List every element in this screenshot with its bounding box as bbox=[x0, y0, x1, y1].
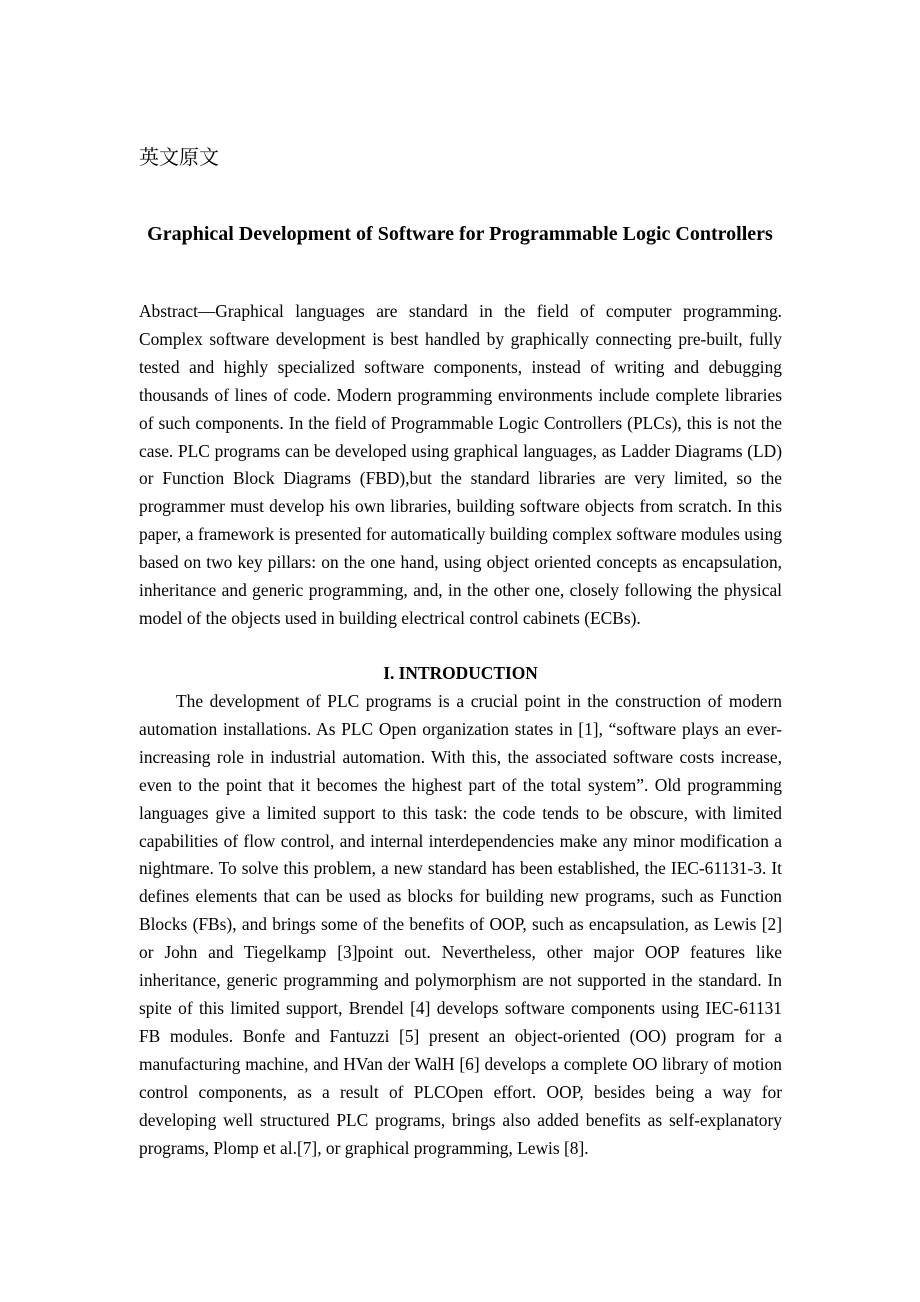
section-heading: I. INTRODUCTION bbox=[383, 663, 538, 683]
section-label: 英文原文 bbox=[139, 145, 219, 169]
abstract-paragraph: Abstract—Graphical languages are standard in the field of computer programming. Complex software development is best handled by graphically connecting pre-built, fully tested and highly specialized software components, instead of writing and debugging thousands of lines of code. Modern programming environments include complete libraries of such components. In the field of Programmable Logic Controllers (PLCs), this is not the case. PLC programs can be developed using graphical languages, as Ladder Diagrams (LD) or Function Block Diagrams (FBD),but the standard libraries are very limited, so the programmer must develop his own libraries, building software objects from scratch. In this paper, a framework is presented for automatically building complex software modules using based on two key pillars: on the one hand, using object oriented concepts as encapsulation, inheritance and generic programming, and, in the other one, closely following the physical model of the objects used in building electrical control cabinets (ECBs). bbox=[139, 301, 782, 628]
introduction-paragraph: The development of PLC programs is a crucial point in the construction of modern automation installations. As PLC Open organization states in [1], “software plays an ever-increasing role in industrial automation. With this, the associated software costs increase, even to the point that it becomes the highest part of the total system”. Old programming languages give a limited support to this task: the code tends to be obscure, with limited capabilities of flow control, and internal interdependencies make any minor modification a nightmare. To solve this problem, a new standard has been established, the IEC-61131-3. It defines elements that can be used as blocks for building new programs, such as Function Blocks (FBs), and brings some of the benefits of OOP, such as encapsulation, as Lewis [2] or John and Tiegelkamp [3]point out. Nevertheless, other major OOP features like inheritance, generic programming and polymorphism are not supported in the standard. In spite of this limited support, Brendel [4] develops software components using IEC-61131 FB modules. Bonfe and Fantuzzi [5] present an object-oriented (OO) program for a manufacturing machine, and HVan der WalH [6] develops a complete OO library of motion control components, as a result of PLCOpen effort. OOP, besides being a way for developing well structured PLC programs, brings also added benefits as self-explanatory programs, Plomp et al.[7], or graphical programming, Lewis [8]. bbox=[139, 691, 782, 1158]
paper-title: Graphical Development of Software for Programmable Logic Controllers bbox=[147, 223, 773, 245]
